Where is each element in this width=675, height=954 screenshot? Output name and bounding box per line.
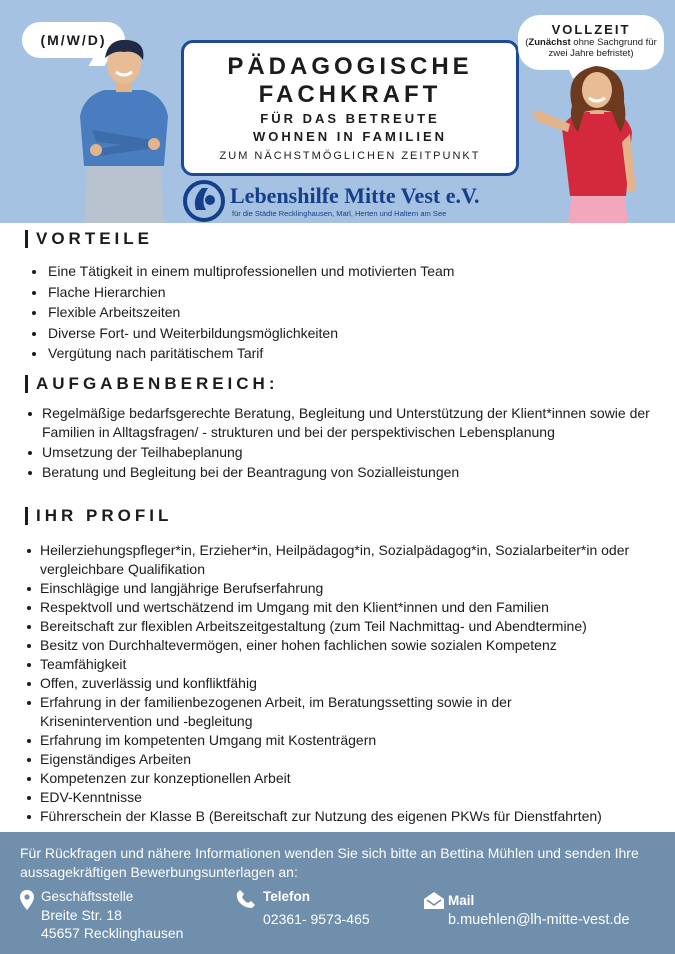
header-banner [0,0,675,223]
job-subtitle-line-1: FÜR DAS BETREUTE [260,111,440,126]
list-item: Beratung und Begleitung bei der Beantragung von Sozialleistungen [0,463,668,482]
list-item: Erfahrung im kompetenten Umgang mit Kostenträgern [0,731,650,750]
job-subtitle-line-2: WOHNEN IN FAMILIEN [252,129,448,144]
woman-illustration [528,62,648,223]
office-city: 45657 Recklinghausen [41,925,184,941]
list-item: Teamfähigkeit [0,655,650,674]
envelope-icon [424,892,444,909]
gender-tag: (M/W/D) [40,32,107,48]
list-item: EDV-Kenntnisse [0,788,650,807]
office-street: Breite Str. 18 [41,907,122,923]
lebenshilfe-logo [182,180,502,222]
list-item: Führerschein der Klasse B (Bereitschaft zur Nutzung des eigenen PKWs für Dienstfahrten) [0,807,650,826]
list-item: Kompetenzen zur konzeptionellen Arbeit [0,769,650,788]
phone-icon [236,889,256,909]
list-item: Eigenständiges Arbeiten [0,750,650,769]
vorteile-heading: VORTEILE [25,230,153,248]
phone-label: Telefon [263,889,310,904]
list-item: Eine Tätigkeit in einem multiprofessionellen und motivierten Team [0,262,675,283]
job-title-card [181,40,519,176]
contract-limit [518,37,664,59]
vorteile-list [0,262,675,365]
contract-limit-text: ohne Sachgrund für zwei Jahre befristet) [548,37,657,59]
list-item: Diverse Fort- und Weiterbildungsmöglichkeiten [0,324,675,345]
mail-label: Mail [448,893,475,908]
list-item: Respektvoll und wertschätzend im Umgang mit den Klient*innen und den Familien [0,598,650,617]
list-item: Heilerziehungspfleger*in, Erzieher*in, Heilpädagog*in, Sozialpädagog*in, Sozialarbeiter*in oder vergleichbare Qualifikation [0,541,650,579]
start-date: ZUM NÄCHSTMÖGLICHEN ZEITPUNKT [219,150,481,162]
office-address [41,888,183,942]
employment-type: VOLLZEIT [551,22,631,37]
list-item: Vergütung nach paritätischem Tarif [0,344,675,365]
mail-contact [448,892,630,929]
list-item: Bereitschaft zur flexiblen Arbeitszeitgestaltung (zum Teil Nachmittag- und Abendtermine) [0,617,650,636]
profil-list [0,541,650,826]
list-item: Flexible Arbeitszeiten [0,303,675,324]
mail-address[interactable]: b.muehlen@lh-mitte-vest.de [448,912,630,928]
location-pin-icon [20,890,34,910]
office-label: Geschäftsstelle [41,889,134,904]
job-title-line-2: FACHKRAFT [258,81,442,108]
phone-contact [263,888,370,928]
list-item: Flache Hierarchien [0,283,675,304]
phone-number[interactable]: 02361- 9573-465 [263,911,370,927]
aufgaben-heading: AUFGABENBEREICH: [25,375,279,393]
organization-tagline: für die Städte Recklinghausen, Marl, Herten und Haltern am See [232,209,447,218]
man-illustration [74,38,174,223]
aufgaben-list [0,404,668,483]
list-item: Regelmäßige bedarfsgerechte Beratung, Begleitung und Unterstützung der Klient*innen sowie der Familien in Alltagsfragen/ - strukturen und bei der perspektivischen Lebensplanung [0,404,668,442]
organization-name: Lebenshilfe Mitte Vest e.V. [230,183,480,208]
job-title-line-1: PÄDAGOGISCHE [227,53,473,80]
profil-heading: IHR PROFIL [25,507,172,525]
list-item: Offen, zuverlässig und konfliktfähig [0,674,650,693]
contract-limit-open: ( [525,37,529,48]
list-item: Erfahrung in der familienbezogenen Arbeit, im Beratungssetting sowie in der Krisenintervention und -begleitung [0,693,560,731]
list-item: Einschlägige und langjährige Berufserfahrung [0,579,650,598]
contact-intro: Für Rückfragen und nähere Informationen wenden Sie sich bitte an Bettina Mühlen und senden Ihre aussagekräftigen Bewerbungsunterlagen an: [20,845,639,880]
list-item: Besitz von Durchhaltevermögen, einer hohen fachlichen sowie sozialen Kompetenz [0,636,650,655]
list-item: Umsetzung der Teilhabeplanung [0,443,668,462]
contact-footer [0,832,675,954]
lebenshilfe-logo-mark [182,180,226,222]
contract-limit-bold: Zunächst [528,37,571,48]
